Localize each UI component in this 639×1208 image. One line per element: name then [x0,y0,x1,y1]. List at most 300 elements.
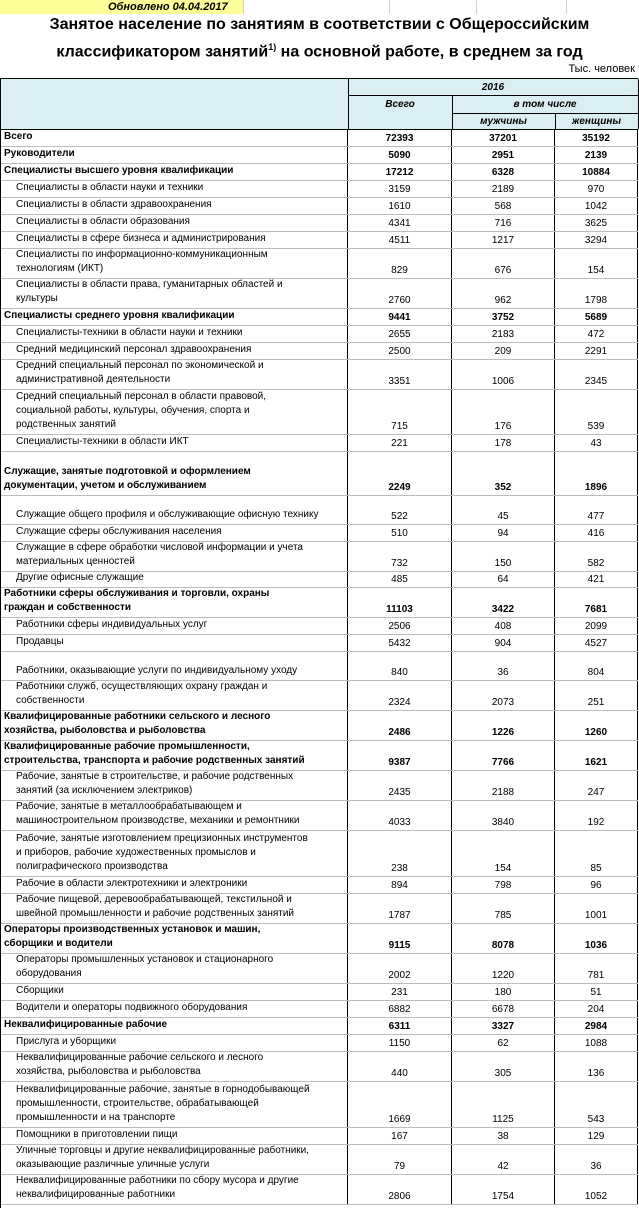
row-label-line: оказывающие различные уличные услуги [16,1159,210,1170]
cell-women: 35192 [555,130,638,146]
row-label-line: Служащие в сфере обработки числовой информации и учета [16,542,303,553]
cell-women: 421 [555,572,638,587]
row-label [1,681,348,710]
row-label [1,635,348,651]
cell-total: 2324 [348,681,452,710]
cell-total: 5090 [348,147,452,163]
row-label-line: Рабочие в области электротехники и электроники [16,878,248,889]
row-label [1,984,348,1000]
table-row [1,215,638,232]
row-label-line: социальной работы, культуры, обучения, спорта и [16,405,250,416]
row-label [1,1128,348,1144]
cell-women: 804 [555,652,638,680]
row-label-line: Другие офисные служащие [16,572,144,583]
row-label-line: Рабочие, занятые в строительстве, и рабочие родственных [16,771,294,782]
cell-women: 2099 [555,618,638,634]
table-row [1,894,638,924]
cell-men: 1220 [452,954,555,983]
table-row [1,954,638,984]
table-row [1,1052,638,1082]
table-row [1,452,638,496]
row-label-line: Помощники в приготовлении пищи [16,1129,178,1140]
cell-total: 732 [348,542,452,571]
row-label [1,652,348,680]
cell-men: 904 [452,635,555,651]
cell-women: 5689 [555,309,638,325]
cell-men: 3752 [452,309,555,325]
cell-total: 6882 [348,1001,452,1017]
cell-men: 2183 [452,326,555,342]
cell-women: 472 [555,326,638,342]
cell-total: 510 [348,525,452,541]
cell-total: 485 [348,572,452,587]
table-row [1,198,638,215]
cell-total: 2760 [348,279,452,308]
cell-total: 440 [348,1052,452,1081]
cell-men: 62 [452,1035,555,1051]
table-row [1,588,638,618]
row-label-line: Специалисты в области науки и техники [16,182,204,193]
row-label [1,147,348,163]
cell-women: 1001 [555,894,638,923]
cell-total: 2249 [348,452,452,495]
row-label [1,771,348,800]
table-row [1,279,638,309]
grid-line [566,0,567,14]
row-label-line: машиностроительном производстве, механики и ремонтники [16,815,300,826]
row-label-line: Специалисты-техники в области ИКТ [16,436,189,447]
page-title [0,14,639,63]
cell-women: 1036 [555,924,638,953]
header-men: мужчины [480,116,527,127]
row-label-line: Специалисты в области здравоохранения [16,199,212,210]
cell-women: 36 [555,1145,638,1174]
row-label-line: Продавцы [16,636,64,647]
row-label-line: хозяйства, рыболовства и рыболовства [16,1066,201,1077]
table-row [1,309,638,326]
row-label-line: строительства, транспорта и рабочие родственных занятий [4,755,305,766]
row-label [1,572,348,587]
cell-total: 522 [348,496,452,524]
row-label-line: технологиям (ИКТ) [16,263,104,274]
table-row [1,1145,638,1175]
row-label [1,390,348,434]
row-label-line: Квалифицированные рабочие промышленности, [4,741,250,752]
cell-women: 970 [555,181,638,197]
table-row [1,542,638,572]
cell-men: 6678 [452,1001,555,1017]
row-label [1,954,348,983]
cell-men: 785 [452,894,555,923]
cell-men: 38 [452,1128,555,1144]
row-label-line: промышленности и на транспорте [16,1112,176,1123]
cell-women: 1896 [555,452,638,495]
row-label-line: Работники сферы обслуживания и торговли, охраны [4,588,270,599]
table-row [1,877,638,894]
cell-women: 247 [555,771,638,800]
cell-total: 231 [348,984,452,1000]
row-label-line: Работники служб, осуществляющих охрану граждан и [16,681,268,692]
cell-total: 1787 [348,894,452,923]
updated-date: Обновлено 04.04.2017 [0,0,243,14]
cell-women: 2345 [555,360,638,389]
cell-total: 2486 [348,711,452,740]
cell-total: 4511 [348,232,452,248]
row-label-line: Операторы промышленных установок и стационарного [16,954,274,965]
table-row [1,164,638,181]
row-label-line: занятий (за исключением электриков) [16,785,193,796]
cell-men: 408 [452,618,555,634]
row-label [1,1001,348,1017]
cell-women: 154 [555,249,638,278]
row-label-line: собственности [16,695,85,706]
row-label [1,1145,348,1174]
cell-total: 2500 [348,343,452,359]
cell-total: 829 [348,249,452,278]
cell-men: 45 [452,496,555,524]
row-label-line: Неквалифицированные работники по сбору мусора и другие [16,1175,299,1186]
cell-men: 178 [452,435,555,451]
table-row [1,924,638,954]
cell-men: 37201 [452,130,555,146]
row-label [1,249,348,278]
table-row [1,1035,638,1052]
table-row [1,572,638,588]
row-label [1,164,348,180]
cell-men: 3840 [452,801,555,830]
cell-women: 85 [555,831,638,876]
row-label-line: Рабочие пищевой, деревообрабатывающей, текстильной и [16,894,292,905]
table-row [1,831,638,877]
cell-men: 154 [452,831,555,876]
table-row [1,181,638,198]
row-label [1,232,348,248]
table-row [1,147,638,164]
row-label [1,215,348,231]
table-row [1,360,638,390]
row-label [1,711,348,740]
row-label [1,130,348,146]
row-label-line: Работники, оказывающие услуги по индивидуальному уходу [16,665,298,676]
data-table [0,78,638,1208]
row-label-line: Служащие общего профиля и обслуживающие офисную технику [16,509,319,520]
row-label-line: оборудования [16,968,82,979]
row-label [1,618,348,634]
table-row [1,1001,638,1018]
grid-line [476,0,477,14]
cell-men: 64 [452,572,555,587]
row-label-line: и приборов, рабочие художественных промыслов и [16,847,256,858]
row-label-line: Всего [4,131,33,142]
cell-women: 129 [555,1128,638,1144]
row-label [1,924,348,953]
header-year: 2016 [481,82,505,93]
cell-men: 568 [452,198,555,214]
cell-men: 8078 [452,924,555,953]
table-row [1,1175,638,1205]
cell-women: 1042 [555,198,638,214]
row-label [1,343,348,359]
cell-men: 3422 [452,588,555,617]
cell-men: 176 [452,390,555,434]
row-label-line: Руководители [4,148,75,159]
cell-men: 1217 [452,232,555,248]
row-label [1,309,348,325]
cell-women: 582 [555,542,638,571]
table-row [1,1128,638,1145]
row-label-line: Средний специальный персонал в области правовой, [16,391,267,402]
cell-women: 1052 [555,1175,638,1204]
cell-women: 192 [555,801,638,830]
cell-women: 10884 [555,164,638,180]
cell-women: 51 [555,984,638,1000]
row-label-line: Специалисты-техники в области науки и техники [16,327,243,338]
cell-total: 2506 [348,618,452,634]
cell-men: 2188 [452,771,555,800]
cell-men: 94 [452,525,555,541]
cell-total: 9115 [348,924,452,953]
update-bar [0,0,639,14]
cell-women: 3625 [555,215,638,231]
row-label-line: культуры [16,293,58,304]
row-label-line: неквалифицированные работники [16,1189,176,1200]
title-footnote: 1) [268,42,277,52]
cell-total: 2002 [348,954,452,983]
row-label [1,801,348,830]
cell-total: 17212 [348,164,452,180]
row-label-line: Неквалифицированные рабочие [4,1019,168,1030]
row-label-line: Прислуга и уборщики [16,1036,117,1047]
cell-men: 716 [452,215,555,231]
cell-men: 2189 [452,181,555,197]
row-label [1,877,348,893]
table-row [1,681,638,711]
row-label [1,525,348,541]
header-divider [452,113,638,114]
cell-women: 543 [555,1082,638,1127]
cell-women: 2984 [555,1018,638,1034]
row-label [1,1018,348,1034]
row-label-line: Сборщики [16,985,64,996]
cell-men: 3327 [452,1018,555,1034]
cell-total: 3351 [348,360,452,389]
title-line-2a: классификатором занятий [56,43,269,61]
row-label [1,496,348,524]
cell-women: 1621 [555,741,638,770]
grid-line [389,0,390,14]
cell-men: 1754 [452,1175,555,1204]
cell-men: 676 [452,249,555,278]
row-label [1,435,348,451]
row-label [1,894,348,923]
cell-total: 221 [348,435,452,451]
table-row [1,326,638,343]
grid-line [243,0,244,14]
table-row [1,741,638,771]
cell-total: 715 [348,390,452,434]
row-label [1,1035,348,1051]
cell-women: 781 [555,954,638,983]
table-row [1,525,638,542]
title-line-1: Занятое население по занятиям в соответствии с Общероссийским [49,16,590,33]
cell-women: 1088 [555,1035,638,1051]
cell-women: 1798 [555,279,638,308]
cell-men: 209 [452,343,555,359]
table-row [1,711,638,741]
row-label-line: Специалисты в сфере бизнеса и администрирования [16,233,266,244]
cell-total: 840 [348,652,452,680]
cell-women: 204 [555,1001,638,1017]
cell-total: 6311 [348,1018,452,1034]
cell-total: 72393 [348,130,452,146]
row-label-line: полиграфического производства [16,861,168,872]
row-label-line: сборщики и водители [4,938,113,949]
cell-total: 2806 [348,1175,452,1204]
row-label-line: Специалисты в области права, гуманитарных областей и [16,279,283,290]
cell-men: 36 [452,652,555,680]
row-label-line: швейной промышленности и рабочие родственных занятий [16,908,295,919]
cell-total: 79 [348,1145,452,1174]
row-label [1,588,348,617]
cell-men: 1125 [452,1082,555,1127]
cell-men: 180 [452,984,555,1000]
row-label-line: граждан и собственности [4,602,131,613]
row-label [1,198,348,214]
row-label-line: промышленности, строительстве, обрабатывающей [16,1098,259,1109]
cell-women: 539 [555,390,638,434]
cell-total: 3159 [348,181,452,197]
cell-total: 9441 [348,309,452,325]
row-label [1,1052,348,1081]
cell-men: 7766 [452,741,555,770]
cell-men: 42 [452,1145,555,1174]
units-label: Тыс. человек [568,63,635,75]
table-row [1,390,638,435]
cell-total: 238 [348,831,452,876]
cell-women: 43 [555,435,638,451]
row-label [1,1175,348,1204]
cell-men: 1006 [452,360,555,389]
cell-total: 2435 [348,771,452,800]
cell-men: 962 [452,279,555,308]
row-label-line: административной деятельности [16,374,171,385]
row-label [1,360,348,389]
row-label-line: Специалисты в области образования [16,216,190,227]
row-label-line: Неквалифицированные рабочие сельского и лесного [16,1052,264,1063]
row-label-line: Специалисты по информационно-коммуникационным [16,249,268,260]
cell-men: 798 [452,877,555,893]
table-row [1,618,638,635]
table-row [1,652,638,681]
cell-women: 251 [555,681,638,710]
title-line-2 [0,36,639,63]
row-label-line: Рабочие, занятые изготовлением прецизионных инструментов [16,833,308,844]
cell-women: 416 [555,525,638,541]
row-label-line: родственных занятий [16,419,116,430]
header-divider [348,95,638,96]
row-label [1,279,348,308]
table-row [1,496,638,525]
row-label-line: Средний медицинский персонал здравоохранения [16,344,252,355]
cell-men: 352 [452,452,555,495]
row-label-line: Специалисты среднего уровня квалификации [4,310,235,321]
cell-women: 2291 [555,343,638,359]
table-row [1,635,638,652]
cell-total: 1150 [348,1035,452,1051]
table-row [1,130,638,147]
cell-women: 4527 [555,635,638,651]
row-label [1,326,348,342]
cell-women: 96 [555,877,638,893]
cell-women: 7681 [555,588,638,617]
row-label-line: Служащие, занятые подготовкой и оформлением [4,466,251,477]
cell-men: 2073 [452,681,555,710]
table-row [1,1018,638,1035]
table-row [1,771,638,801]
cell-men: 305 [452,1052,555,1081]
cell-total: 894 [348,877,452,893]
cell-men: 6328 [452,164,555,180]
row-label-line: Средний специальный персонал по экономической и [16,360,264,371]
row-label-line: документации, учетом и обслуживанием [4,480,207,491]
row-label-line: Уличные торговцы и другие неквалифицированные работники, [16,1145,310,1156]
cell-women: 136 [555,1052,638,1081]
header-women: женщины [571,116,621,127]
cell-total: 1669 [348,1082,452,1127]
row-label [1,1082,348,1127]
cell-total: 5432 [348,635,452,651]
row-label-line: Рабочие, занятые в металлообрабатывающем и [16,801,242,812]
cell-women: 3294 [555,232,638,248]
table-row [1,801,638,831]
cell-women: 2139 [555,147,638,163]
table-row [1,984,638,1001]
row-label [1,181,348,197]
row-label-line: материальных ценностей [16,556,135,567]
row-label-line: хозяйства, рыболовства и рыболовства [4,725,206,736]
row-label [1,831,348,876]
cell-total: 4341 [348,215,452,231]
cell-total: 1610 [348,198,452,214]
row-label [1,741,348,770]
table-row [1,435,638,452]
row-label-line: Квалифицированные работники сельского и лесного [4,711,271,722]
header-total: Всего [385,99,415,110]
cell-total: 11103 [348,588,452,617]
row-label-line: Операторы производственных установок и машин, [4,924,261,935]
table-header [1,79,638,129]
row-label [1,452,348,495]
cell-men: 2951 [452,147,555,163]
row-label [1,542,348,571]
cell-total: 167 [348,1128,452,1144]
title-line-2b: на основной работе, в среднем за год [276,43,583,61]
cell-total: 9387 [348,741,452,770]
row-label-line: Неквалифицированные рабочие, занятые в горнодобывающей [16,1084,310,1095]
table-row [1,249,638,279]
table-row [1,232,638,249]
cell-men: 150 [452,542,555,571]
row-label-line: Специалисты высшего уровня квалификации [4,165,234,176]
cell-men: 1226 [452,711,555,740]
table-row [1,343,638,360]
header-including: в том числе [513,99,577,110]
table-row [1,1082,638,1128]
row-label-line: Служащие сферы обслуживания населения [16,526,222,537]
cell-total: 2655 [348,326,452,342]
row-label-line: Работники сферы индивидуальных услуг [16,619,208,630]
row-label-line: Водители и операторы подвижного оборудования [16,1002,248,1013]
